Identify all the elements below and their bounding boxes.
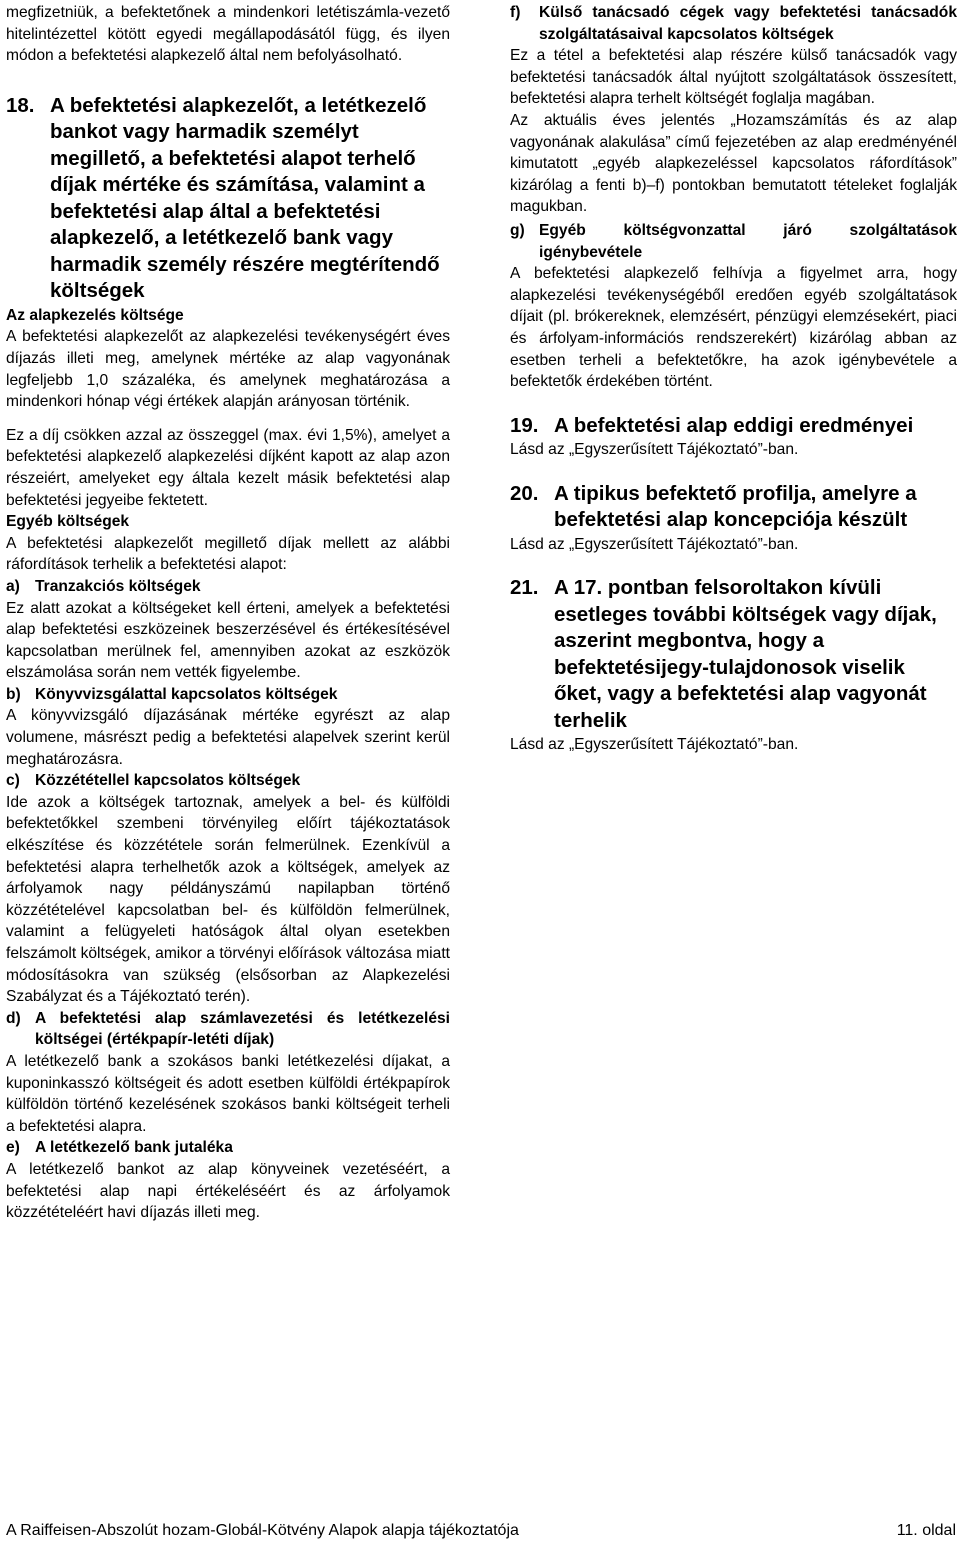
right-column [510,2,957,756]
subheading-title: A letétkezelő bank jutaléka [35,1139,233,1157]
subheading-letter: a) [6,577,20,595]
page-number: 11. oldal [896,1522,956,1539]
section-number: 21. [510,576,539,600]
management-cost-paragraph: A befektetési alapkezelőt az alapkezelési tevékenységért éves díjazás illeti meg, amelynek mértéke az alap vagyonának legfeljebb 1,0 százaléka, és amelynek meghatározása a mindenkori hónap végi értékek alapján arányosan történik. [6,328,450,411]
other-costs-heading: Egyéb költségek [6,513,130,531]
management-cost-heading: Az alapkezelés költsége [6,306,184,324]
section-20-paragraph: Lásd az „Egyszerűsített Tájékoztató”-ban. [510,535,799,553]
section-title: A tipikus befektető profilja, amelyre a befektetési alap koncepciója készült [554,481,917,532]
subheading-letter: f) [510,4,521,21]
other-costs-paragraph: A befektetési alapkezelőt megillető díjak mellett az alábbi ráfordítások terhelik a befektetési alapot: [6,534,450,574]
intro-paragraph: megfizetniük, a befektetőnek a mindenkori letétiszámla-vezető hitelintézettel kötött egyedi megállapodásától függ, és ilyen módon a befektetési alapkezelő által nem befolyásolható. [6,4,450,65]
subheading-f [510,2,957,45]
paragraph-g: A befektetési alapkezelő felhívja a figyelmet arra, hogy alapkezelési tevékenységéből eredően egyéb szolgáltatások díjait (pl. brókereknek, elemzésért, pénzügyi elemzésekért, piaci és árfolyam-információs rendszerekért) kizárólag abban az esetben terheli a befektetőkre, ha azok igénybevétele a befektetők érdekében történt. [510,265,957,391]
section-number: 18. [6,93,35,117]
subheading-title: Egyéb költségvonzattal járó szolgáltatások igénybevétele [539,221,957,261]
page-footer [6,1521,956,1541]
paragraph-f2: Az aktuális éves jelentés „Hozamszámítás és az alap vagyonának alakulása” című fejezetében az alap eredményénél kimutatott „egyéb alapkezeléssel kapcsolatos ráfordítások” kizárólag a fenti b)–f) pontokban bemutatott tételeket foglalják magukban. [510,111,957,216]
subheading-title: Tranzakciós költségek [35,577,201,595]
footer-title: A Raiffeisen-Abszolút hozam-Globál-Kötvény Alapok alapja tájékoztatója [6,1522,519,1539]
section-number: 20. [510,481,539,505]
section-19-paragraph: Lásd az „Egyszerűsített Tájékoztató”-ban. [510,441,799,459]
subheading-letter: b) [6,685,21,703]
paragraph-b: A könyvvizsgáló díjazásának mértéke egyrészt az alap volumene, másrészt pedig a befektetési alapelvek szerint kerül meghatározásra. [6,707,450,768]
paragraph-a: Ez alatt azokat a költségeket kell érteni, amelyek a befektetési alap befektetési eszközeinek beszerzésével és értékesítésével kapcsolatban merülnek fel, amennyiben azokat az eszközök elszámolása során nem vették figyelembe. [6,599,450,682]
section-19-heading [510,413,957,440]
subheading-title: A befektetési alap számlavezetési és letétkezelési költségei (értékpapír-letéti díjak) [35,1009,450,1049]
subheading-b [6,684,450,706]
section-21-heading [510,575,957,734]
subheading-letter: e) [6,1139,20,1157]
management-fee-reduction-paragraph: Ez a díj csökken azzal az összeggel (max. évi 1,5%), amelyet a befektetési alapkezelő alapkezelési díjként kapott az alap azon részeiért, amelyeket egy általa kezelt másik befektetési alap befektetési jegyeibe fektetett. [6,426,450,509]
subheading-a [6,576,450,598]
section-title: A befektetési alapkezelőt, a letétkezelő bankot vagy harmadik személyt megillető, a befektetési alapot terhelő díjak mértéke és számítása, valamint a befektetési alap által a befektetési alapkezelő, a letétkezelő bank vagy harmadik személy részére megtérítendő költségek [50,93,440,303]
subheading-d [6,1008,450,1051]
section-18-heading [6,93,450,305]
section-21-paragraph: Lásd az „Egyszerűsített Tájékoztató”-ban. [510,736,799,754]
left-column [6,2,450,1224]
subheading-letter: g) [510,221,525,239]
subheading-title: Könyvvizsgálattal kapcsolatos költségek [35,685,338,703]
section-20-heading [510,481,957,534]
section-title: A 17. pontban felsoroltakon kívüli esetleges további költségek vagy díjak, aszerint megbontva, hogy a befektetésijegy-tulajdonosok viselik őket, vagy a befektetési alap vagyonát terhelik [554,576,937,732]
subheading-title: Közzététellel kapcsolatos költségek [35,772,301,790]
section-number: 19. [510,413,539,437]
subheading-e [6,1137,450,1159]
subheading-letter: d) [6,1009,21,1027]
subheading-title: Külső tanácsadó cégek vagy befektetési tanácsadók szolgáltatásaival kapcsolatos költségek [539,4,957,43]
paragraph-f1: Ez a tétel a befektetési alap részére külső tanácsadók vagy befektetési tanácsadók által nyújtott szolgáltatások összesített, befektetési alapra terhelt költségét foglalja magában. [510,47,957,108]
subheading-letter: c) [6,772,20,790]
subheading-c [6,770,450,792]
section-title: A befektetési alap eddigi eredményei [554,413,914,437]
subheading-g [510,220,957,263]
paragraph-c: Ide azok a költségek tartoznak, amelyek a bel- és külföldi befektetőkkel szembeni törvényileg előírt tájékoztatások elkészítése és közzététele során felmerülnek. Ezenkívül a befektetési alapra terhelhetők azok a költségek, amelyek az árfolyamok nagy példányszámú napilapban történő közzétételével kapcsolatban bel- és külföldön felmerülnek, valamint a felügyeleti hatóságok által olyan esetekben felszámolt költségek, amikor a törvényi előírások változása miatt módosításokra van szükség (elsősorban az Alapkezelési Szabályzat és a Tájékoztató terén). [6,793,450,1006]
paragraph-d: A letétkezelő bank a szokásos banki letétkezelési díjakat, a kuponinkasszó költségeit és adott esetben külföldi értékpapírok külföldön történő kezelésének szokásos banki költségeit terheli a befektetési alapra. [6,1052,450,1135]
paragraph-e: A letétkezelő bankot az alap könyveinek vezetéséért, a befektetési alap napi értékeléséért és az árfolyamok közzétételéért havi díjazás illeti meg. [6,1160,450,1222]
